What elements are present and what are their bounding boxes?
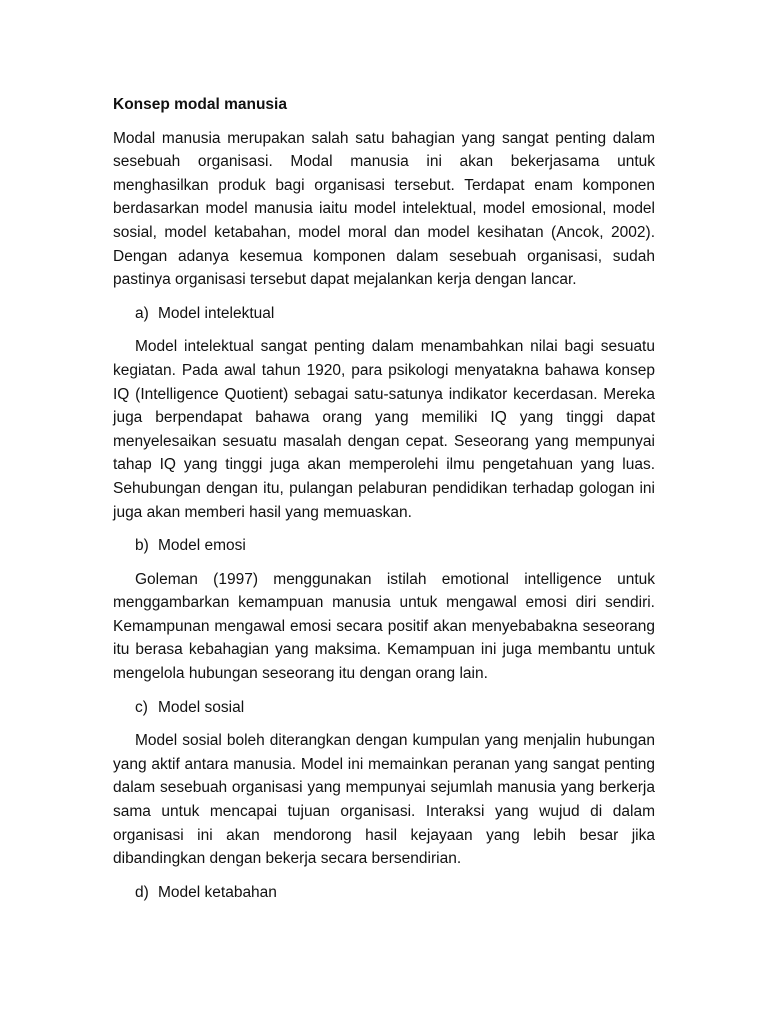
list-marker: a) bbox=[135, 304, 149, 322]
section-body-intelektual: Model intelektual sangat penting dalam menambahkan nilai bagi sesuatu kegiatan. Pada awal tahun 1920, para psikologi menyatakna bahawa konsep IQ (Intelligence Quotient) sebagai satu-satunya indikator kecerdasan. Mereka juga berpendapat bahawa orang yang memiliki IQ yang tinggi dapat menyelesaikan sesuatu masalah dengan cepat. Seseorang yang mempunyai tahap IQ yang tinggi juga akan memperolehi ilmu pengetahuan yang luas. Sehubungan dengan itu, pulangan pelaburan pendidikan terhadap gologan ini juga akan memberi hasil yang memuaskan. bbox=[113, 338, 655, 521]
document-title: Konsep modal manusia bbox=[113, 96, 287, 113]
section-body-emosi: Goleman (1997) menggunakan istilah emotional intelligence untuk menggambarkan kemampuan manusia untuk mengawal emosi diri sendiri. Kemampunan mengawal emosi secara positif akan menyebabakna seseorang itu berasa kebahagian yang maksima. Kemampuan ini juga membantu untuk mengelola hubungan seseorang itu dengan orang lain. bbox=[113, 570, 655, 683]
section-heading-label: Model emosi bbox=[158, 537, 246, 555]
intro-paragraph: Modal manusia merupakan salah satu bahagian yang sangat penting dalam sesebuah organisasi. Modal manusia ini akan bekerjasama untuk menghasilkan produk bagi organisasi tersebut. Terdapat enam komponen berdasarkan model manusia iaitu model intelektual, model emosional, model sosial, model ketabahan, model moral dan model kesihatan (Ancok, 2002). Dengan adanya kesemua komponen dalam sesebuah organisasi, sudah pastinya organisasi tersebut dapat mejalankan kerja dengan lancar. bbox=[113, 129, 655, 289]
section-body-sosial: Model sosial boleh diterangkan dengan kumpulan yang menjalin hubungan yang aktif antara manusia. Model ini memainkan peranan yang sangat penting dalam sesebuah organisasi yang mempunyai sejumlah manusia yang berkerja sama untuk mencapai tujuan organisasi. Interaksi yang wujud di dalam organisasi ini akan mendorong hasil kejayaan yang lebih besar jika dibandingkan dengan bekerja secara bersendirian. bbox=[113, 732, 655, 868]
section-heading-emosi bbox=[113, 534, 655, 558]
list-marker: d) bbox=[135, 883, 149, 901]
section-heading-label: Model ketabahan bbox=[158, 883, 277, 901]
section-heading-label: Model intelektual bbox=[158, 304, 275, 322]
section-heading-ketabahan bbox=[113, 881, 655, 905]
list-marker: b) bbox=[135, 537, 149, 555]
section-heading-sosial bbox=[113, 696, 655, 720]
list-marker: c) bbox=[135, 698, 148, 716]
section-heading-intelektual bbox=[113, 302, 655, 326]
document-page bbox=[113, 93, 655, 914]
section-heading-label: Model sosial bbox=[158, 698, 245, 716]
